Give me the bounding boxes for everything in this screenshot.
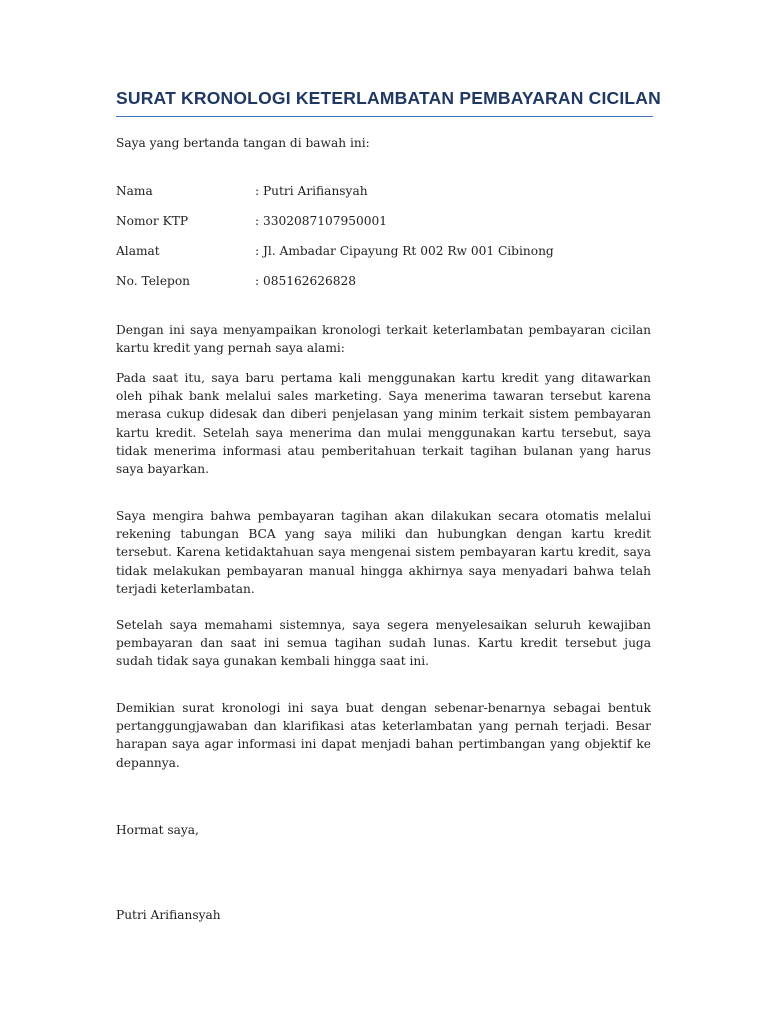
field-value-nomor-ktp: : 3302087107950001 [255, 212, 387, 230]
paragraph-intro: Dengan ini saya menyampaikan kronologi terkait keterlambatan pembayaran cicilan kartu kredit yang pernah saya alami: [116, 323, 651, 356]
field-label-nama: Nama [116, 184, 153, 198]
field-label-alamat: Alamat [116, 244, 160, 258]
closing-salutation: Hormat saya, [116, 823, 199, 837]
paragraph-assumption: Saya mengira bahwa pembayaran tagihan akan dilakukan secara otomatis melalui rekening tabungan BCA yang saya miliki dan hubungkan dengan kartu kredit tersebut. Karena ketidaktahuan saya mengenai sistem pembayaran kartu kredit, saya tidak melakukan pembayaran manual hingga akhirnya saya menyadari bahwa telah terjadi keterlambatan. [116, 509, 651, 596]
opening-line: Saya yang bertanda tangan di bawah ini: [116, 136, 370, 150]
field-label-no-telepon: No. Telepon [116, 274, 191, 288]
signature-name: Putri Arifiansyah [116, 908, 221, 922]
title-underline [116, 116, 653, 117]
field-value-no-telepon: : 085162626828 [255, 272, 356, 290]
field-value-nama: : Putri Arifiansyah [255, 182, 368, 200]
field-label-nomor-ktp: Nomor KTP [116, 214, 189, 228]
paragraph-conclusion: Demikian surat kronologi ini saya buat dengan sebenar-benarnya sebagai bentuk pertanggungjawaban dan klarifikasi atas keterlambatan yang pernah terjadi. Besar harapan saya agar informasi ini dapat menjadi bahan pertimbangan yang objektif ke depannya. [116, 701, 651, 770]
field-value-alamat: : Jl. Ambadar Cipayung Rt 002 Rw 001 Cibinong [255, 242, 554, 260]
paragraph-background: Pada saat itu, saya baru pertama kali menggunakan kartu kredit yang ditawarkan oleh pihak bank melalui sales marketing. Saya menerima tawaran tersebut karena merasa cukup didesak dan diberi penjelasan yang minim terkait sistem pembayaran kartu kredit. Setelah saya menerima dan mulai menggunakan kartu tersebut, saya tidak menerima informasi atau pemberitahuan terkait tagihan bulanan yang harus saya bayarkan. [116, 371, 651, 477]
document-title: SURAT KRONOLOGI KETERLAMBATAN PEMBAYARAN CICILAN [116, 88, 661, 108]
paragraph-resolution: Setelah saya memahami sistemnya, saya segera menyelesaikan seluruh kewajiban pembayaran dan saat ini semua tagihan sudah lunas. Kartu kredit tersebut juga sudah tidak saya gunakan kembali hingga saat ini. [116, 618, 651, 669]
